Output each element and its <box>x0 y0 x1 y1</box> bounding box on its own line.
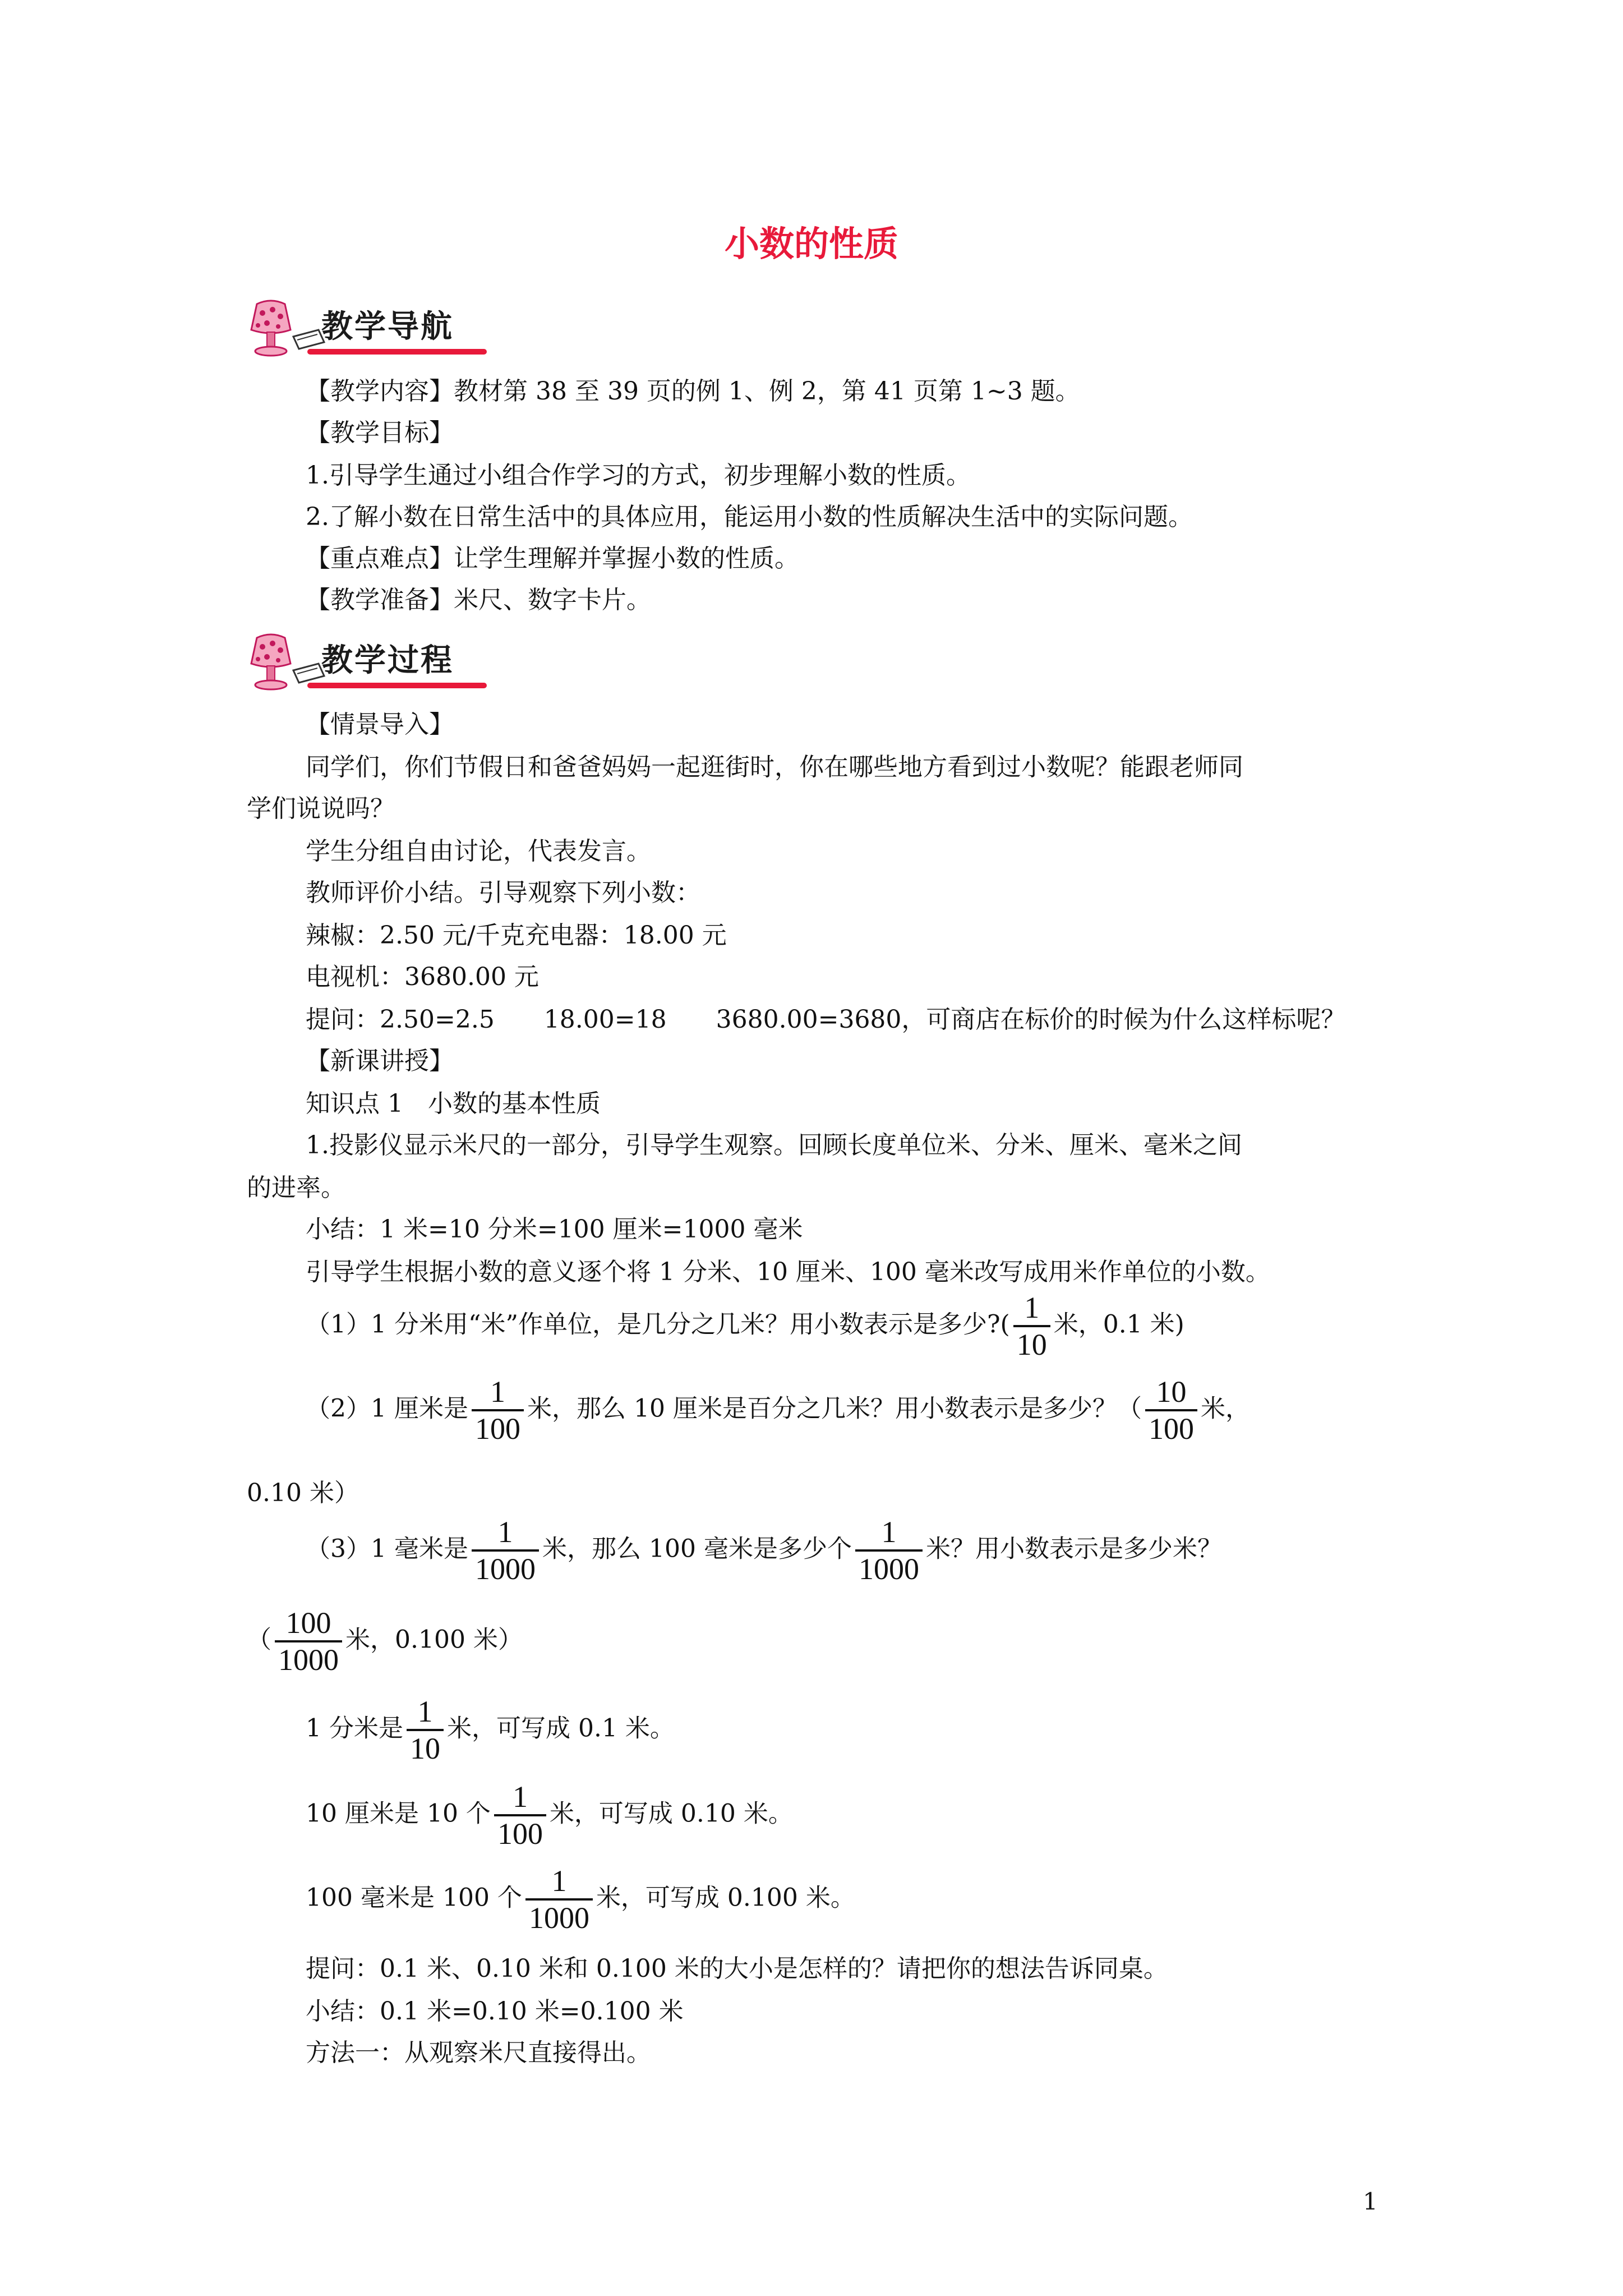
key-points: 【重点难点】让学生理解并掌握小数的性质。 <box>306 544 799 573</box>
text: 10 厘米是 10 个 <box>306 1799 491 1828</box>
text: 米，可写成 0.100 米。 <box>596 1883 855 1912</box>
text: 米，那么 10 厘米是百分之几米？用小数表示是多少？（ <box>527 1394 1142 1423</box>
numerator: 1 <box>512 1780 528 1814</box>
summary: 小结：1 米=10 分米=100 厘米=1000 毫米 <box>306 1215 803 1244</box>
sub-question-answer <box>247 1605 523 1677</box>
text: 米？用小数表示是多少米？ <box>925 1534 1222 1563</box>
text: （2）1 厘米是 <box>306 1394 468 1423</box>
fraction <box>1013 1290 1050 1362</box>
knowledge-point-heading: 知识点 1 小数的基本性质 <box>306 1089 601 1118</box>
paragraph: 学生分组自由讨论，代表发言。 <box>306 837 651 866</box>
paragraph: 辣椒：2.50 元/千克充电器：18.00 元 <box>306 921 727 950</box>
fraction <box>855 1515 923 1586</box>
numerator: 1 <box>1024 1291 1040 1324</box>
text: 米，0.100 米） <box>345 1625 523 1654</box>
banner-underline <box>307 349 487 355</box>
paragraph: 电视机：3680.00 元 <box>306 963 539 991</box>
restatement <box>306 1779 793 1851</box>
denominator: 100 <box>1148 1412 1194 1446</box>
new-lesson-label: 【新课讲授】 <box>306 1047 454 1075</box>
paragraph: 教师评价小结。引导观察下列小数： <box>306 878 700 907</box>
intro-label: 【情景导入】 <box>306 710 454 739</box>
page-number: 1 <box>1363 2188 1378 2215</box>
fraction <box>407 1694 444 1766</box>
denominator: 1000 <box>528 1901 589 1935</box>
section-banner-guide <box>246 297 498 359</box>
numerator: 10 <box>1156 1375 1187 1409</box>
fraction <box>472 1374 524 1446</box>
denominator: 100 <box>474 1412 520 1446</box>
text: 100 毫米是 100 个 <box>306 1883 522 1912</box>
text: 1 分米是 <box>306 1714 403 1743</box>
numerator: 1 <box>490 1375 505 1409</box>
section-heading: 教学过程 <box>321 642 454 679</box>
summary: 小结：0.1 米=0.10 米=0.100 米 <box>306 1997 684 2026</box>
denominator: 1000 <box>858 1552 919 1586</box>
goal-item: 2.了解小数在日常生活中的具体应用，能运用小数的性质解决生活中的实际问题。 <box>306 503 1193 531</box>
text: 米， <box>1200 1394 1250 1423</box>
fraction <box>275 1605 342 1677</box>
page-title: 小数的性质 <box>724 223 898 264</box>
numerator: 100 <box>285 1606 331 1640</box>
sub-question <box>306 1290 1184 1362</box>
paragraph: 提问：2.50=2.5 18.00=18 3680.00=3680，可商店在标价的时候为什么这样标呢？ <box>306 1005 1346 1034</box>
denominator: 10 <box>1016 1328 1047 1361</box>
fraction <box>525 1864 593 1935</box>
sub-question <box>306 1374 1250 1446</box>
paragraph: 1.投影仪显示米尺的一部分，引导学生观察。回顾长度单位米、分米、厘米、毫米之间 <box>306 1131 1242 1159</box>
text: （1）1 分米用“米”作单位，是几分之几米？用小数表示是多少?( <box>306 1310 1010 1339</box>
text: 米，可写成 0.10 米。 <box>549 1799 793 1828</box>
paragraph: 方法一：从观察米尺直接得出。 <box>306 2039 651 2067</box>
restatement <box>306 1694 675 1766</box>
goal-item: 1.引导学生通过小组合作学习的方式，初步理解小数的性质。 <box>306 461 971 490</box>
banner-underline <box>307 683 487 688</box>
numerator: 1 <box>497 1515 513 1549</box>
denominator: 100 <box>497 1817 543 1851</box>
paragraph: 学们说说吗？ <box>247 794 395 823</box>
section-banner-process <box>246 631 498 693</box>
text: （3）1 毫米是 <box>306 1534 468 1563</box>
paragraph: 同学们，你们节假日和爸爸妈妈一起逛街时，你在哪些地方看到过小数呢？能跟老师同 <box>306 753 1243 781</box>
numerator: 1 <box>881 1515 897 1549</box>
text: 米，0.1 米) <box>1053 1310 1184 1339</box>
teaching-content: 【教学内容】教材第 38 至 39 页的例 1、例 2，第 41 页第 1~3 题。 <box>306 377 1080 406</box>
restatement <box>306 1864 855 1935</box>
fraction <box>1145 1374 1197 1446</box>
text: 米，那么 100 毫米是多少个 <box>542 1534 852 1563</box>
sub-question <box>306 1515 1222 1586</box>
fraction <box>494 1779 546 1851</box>
goals-label: 【教学目标】 <box>306 418 454 447</box>
paragraph: 提问：0.1 米、0.10 米和 0.100 米的大小是怎样的？请把你的想法告诉同桌。 <box>306 1954 1168 1983</box>
denominator: 10 <box>409 1732 440 1765</box>
numerator: 1 <box>417 1695 433 1728</box>
section-heading: 教学导航 <box>321 309 454 345</box>
paragraph: 0.10 米） <box>247 1479 359 1507</box>
teaching-prep: 【教学准备】米尺、数字卡片。 <box>306 586 651 614</box>
paragraph: 引导学生根据小数的意义逐个将 1 分米、10 厘米、100 毫米改写成用米作单位的小数。 <box>306 1258 1270 1286</box>
text: （ <box>247 1625 271 1654</box>
paragraph: 的进率。 <box>247 1174 345 1202</box>
text: 米，可写成 0.1 米。 <box>446 1714 675 1743</box>
numerator: 1 <box>551 1864 567 1898</box>
denominator: 1000 <box>278 1643 339 1677</box>
denominator: 1000 <box>474 1552 536 1586</box>
fraction <box>472 1515 539 1586</box>
